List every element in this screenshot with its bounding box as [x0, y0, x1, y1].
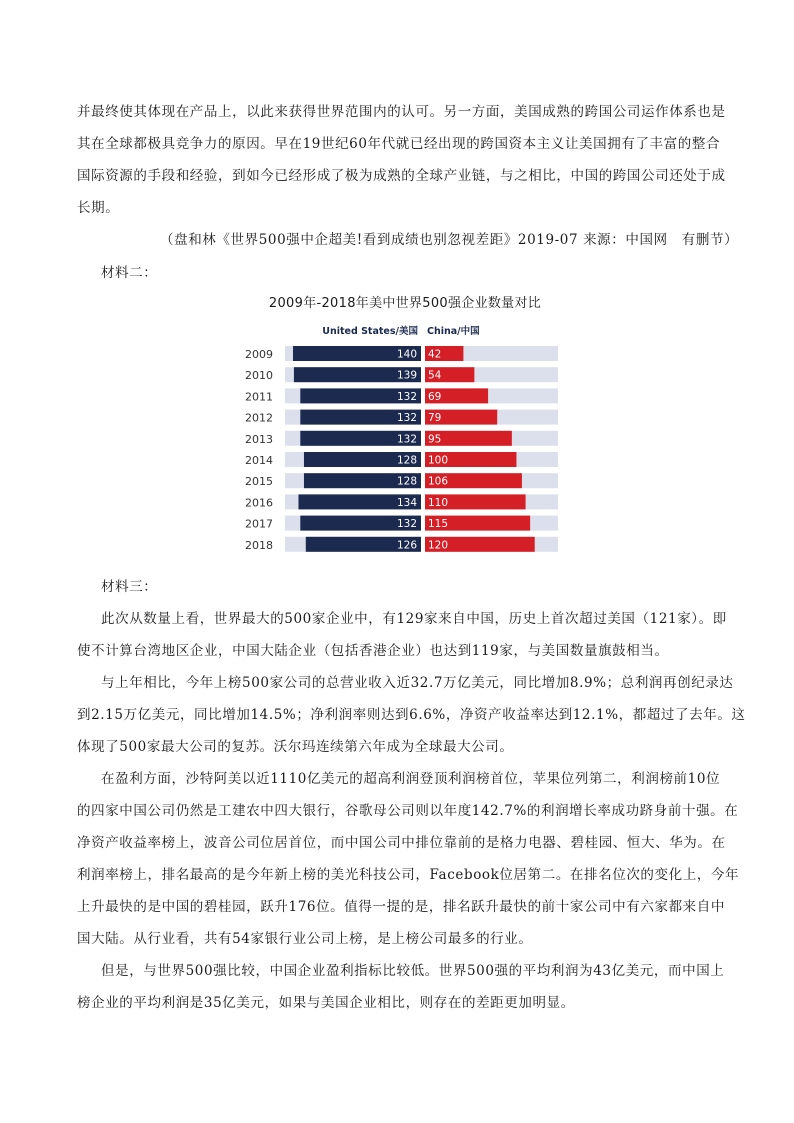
chart-title: 2009年-2018年美中世界500强企业数量对比: [268, 296, 542, 311]
paragraph-line: 在盈利方面，沙特阿美以近1110亿美元的超高利润登顶利润榜首位，苹果位列第二，利润榜前10位: [101, 771, 721, 787]
year-label: 2013: [245, 432, 273, 446]
value-label-us: 139: [396, 369, 417, 382]
paragraph-line: 此次从数量上看，世界最大的500家企业中，有129家来自中国，历史上首次超过美国（121家）。即: [101, 611, 727, 627]
value-label-china: 79: [428, 412, 442, 425]
paragraph-line: 利润率榜上，排名最高的是今年新上榜的美光科技公司，Facebook位居第二。在排名位次的变化上，今年: [77, 867, 740, 883]
paragraph-line: 体现了500家最大公司的复苏。沃尔玛连续第六年成为全球最大公司。: [77, 739, 514, 755]
year-label: 2018: [245, 538, 273, 552]
year-label: 2017: [245, 517, 273, 531]
year-label: 2010: [245, 369, 273, 383]
value-label-us: 126: [396, 539, 417, 552]
paragraph-line: 国际资源的手段和经验，到如今已经形成了极为成熟的全球产业链，与之相比，中国的跨国公司还处于成: [77, 168, 726, 184]
value-label-us: 132: [396, 433, 417, 446]
paragraph-line: 到2.15万亿美元，同比增加14.5%；净利润率则达到6.6%，净资产收益率达到12.1%，都超过了去年。这: [77, 707, 746, 723]
legend-china: China/中国: [427, 326, 480, 337]
value-label-china: 120: [428, 539, 449, 552]
value-label-china: 95: [428, 433, 442, 446]
value-label-china: 106: [428, 475, 449, 488]
paragraph-line: 并最终使其体现在产品上，以此来获得世界范围内的认可。另一方面，美国成熟的跨国公司运作体系也是: [77, 104, 726, 120]
paragraph-line: 与上年相比，今年上榜500家公司的总营业收入近32.7万亿美元，同比增加8.9%；总利润再创纪录达: [101, 675, 734, 691]
value-label-us: 128: [396, 454, 417, 467]
value-label-china: 69: [428, 390, 442, 403]
value-label-china: 115: [428, 518, 449, 531]
value-label-china: 42: [428, 348, 442, 361]
value-label-china: 54: [428, 369, 442, 382]
year-label: 2009: [245, 348, 273, 361]
year-label: 2012: [245, 411, 273, 425]
material-2-label: 材料二：: [101, 265, 158, 281]
paragraph-line: 使不计算台湾地区企业，中国大陆企业（包括香港企业）也达到119家，与美国数量旗鼓相当。: [77, 643, 669, 659]
year-label: 2014: [245, 454, 273, 467]
paragraph-line: 的四家中国公司仍然是工建农中四大银行，谷歌母公司则以年度142.7%的利润增长率成功跻身前十强。在: [77, 803, 739, 819]
value-label-us: 128: [396, 475, 417, 488]
year-label: 2015: [245, 475, 273, 489]
value-label-us: 132: [396, 390, 417, 403]
value-label-china: 110: [428, 496, 449, 509]
value-label-us: 140: [396, 348, 417, 361]
value-label-us: 134: [396, 496, 417, 509]
paragraph-line: 其在全球都极具竞争力的原因。早在19世纪60年代就已经出现的跨国资本主义让美国拥有了丰富的整合: [77, 136, 721, 152]
value-label-china: 100: [428, 454, 449, 467]
chart-plot: [240, 320, 570, 556]
year-label: 2011: [245, 390, 273, 404]
paragraph-line: 长期。: [77, 200, 120, 216]
paragraph-line: 上升最快的是中国的碧桂园，跃升176位。值得一提的是，排名跃升最快的前十家公司中有六家都来自中: [77, 899, 725, 915]
legend-us: United States/美国: [322, 326, 418, 337]
source-citation: （盘和林《世界500强中企超美!看到成绩也别忽视差距》2019-07 来源：中国网 有删节）: [160, 232, 739, 248]
paragraph-line: 但是，与世界500强比较，中国企业盈利指标比较低。世界500强的平均利润为43亿美元，而中国上: [101, 963, 725, 979]
bar-chart: [240, 292, 570, 556]
paragraph-line: 榜企业的平均利润是35亿美元，如果与美国企业相比，则存在的差距更加明显。: [77, 995, 575, 1011]
value-label-us: 132: [396, 518, 417, 531]
paragraph-line: 净资产收益率榜上，波音公司位居首位，而中国公司中排位靠前的是格力电器、碧桂园、恒大、华为。在: [77, 835, 726, 851]
year-label: 2016: [245, 496, 273, 510]
material-3-label: 材料三：: [101, 579, 158, 595]
value-label-us: 132: [396, 412, 417, 425]
paragraph-line: 国大陆。从行业看，共有54家银行业公司上榜，是上榜公司最多的行业。: [77, 931, 533, 947]
